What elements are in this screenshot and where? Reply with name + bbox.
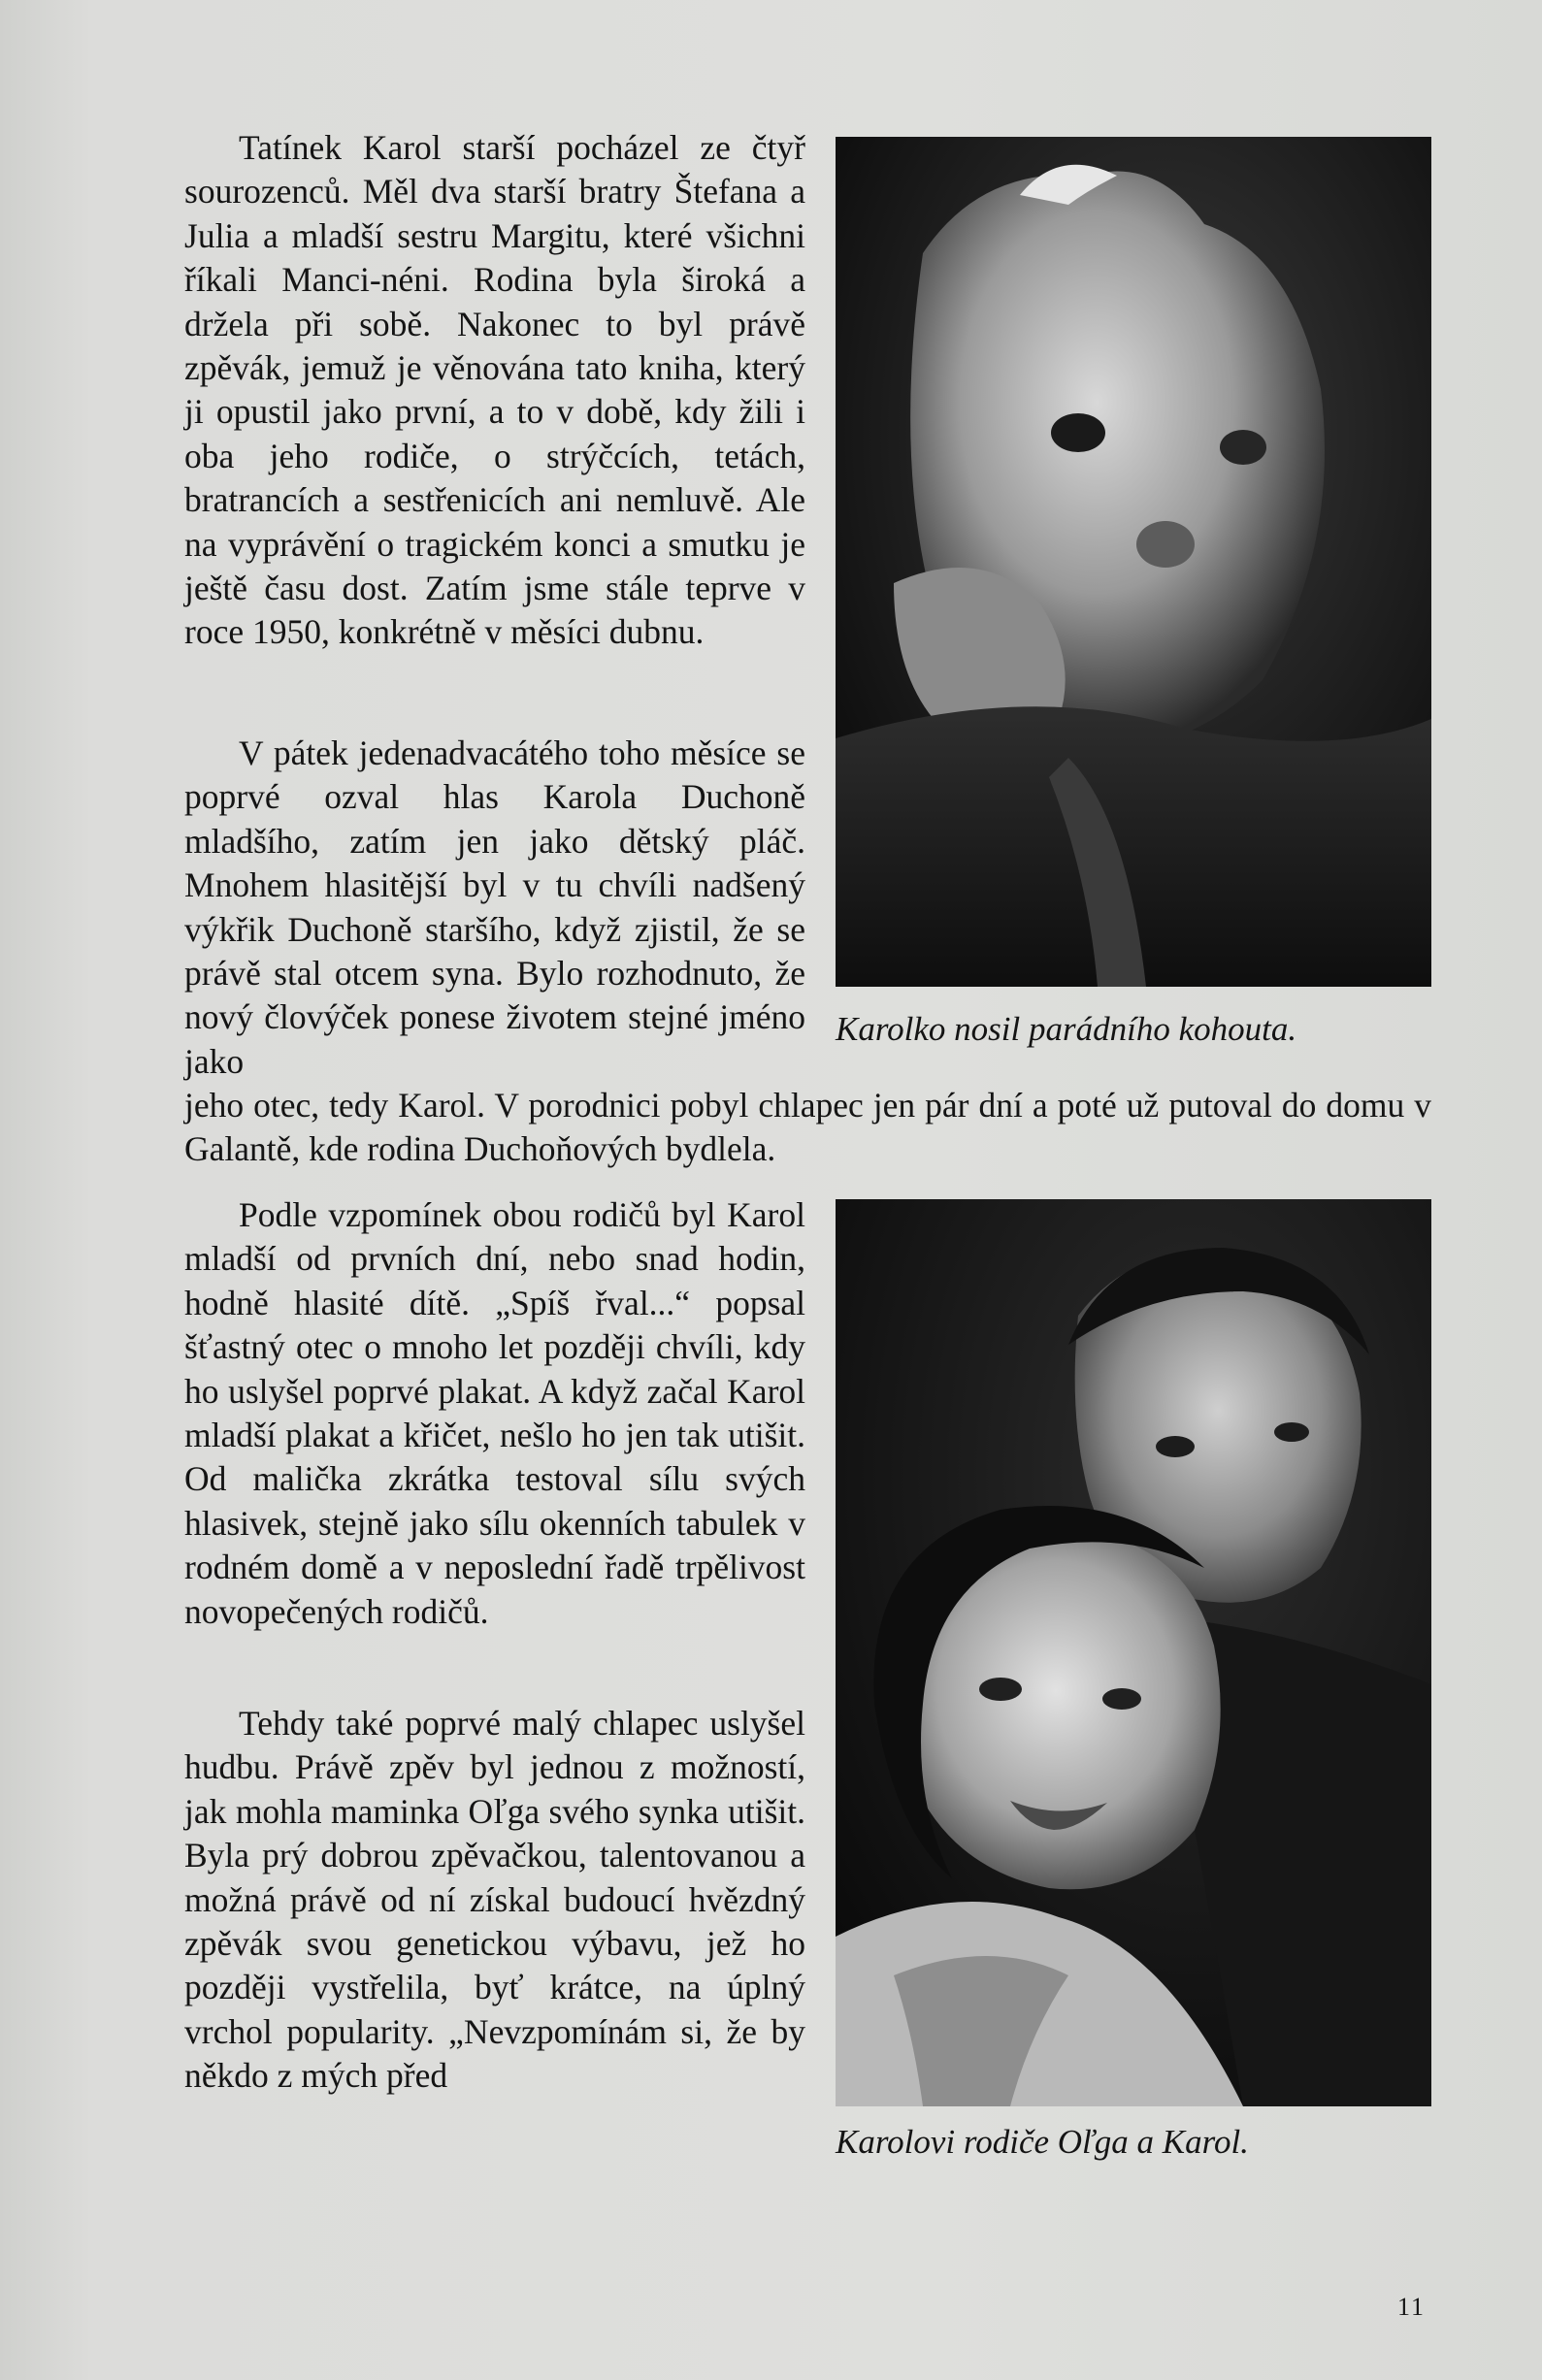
- page-number: 11: [1397, 2293, 1427, 2321]
- baby-photo: [836, 137, 1431, 987]
- baby-photo-caption: Karolko nosil parádního kohouta.: [836, 1010, 1297, 1048]
- paragraph-birth-continuation: jeho otec, tedy Karol. V porodnici pobyl chlapec jen pár dní a poté už putoval do domu v Galantě, kde rodina Duchoňových bydlela.: [184, 1086, 1431, 1169]
- paragraph-birth: V pátek jedenadvacátého toho měsíce se poprvé ozval hlas Karola Duchoně mladšího, zatím jen jako dětský pláč. Mnohem hlasitější byl v tu chvíli nadšený výkřik Duchoně staršího, když zjistil, že se právě stal otcem syna. Bylo rozhodnuto, že nový človýček ponese životem stejné jméno jako: [184, 734, 805, 1081]
- paragraph-music: Tehdy také poprvé malý chlapec uslyšel hudbu. Právě zpěv byl jednou z možností, jak mohla maminka Oľga svého synka utišit. Byla prý dobrou zpěvačkou, talentovanou a možná právě od ní získal budoucí hvězdný zpěvák svou genetickou výbavu, jež ho později vystřelila, byť krátce, na úplný vrchol popularity. „Nevzpomínám si, že by někdo z mých před: [184, 1704, 805, 2096]
- parents-photo: [836, 1199, 1431, 2106]
- parents-photo-caption: Karolovi rodiče Oľga a Karol.: [836, 2123, 1249, 2161]
- paragraph-father-siblings: Tatínek Karol starší pocházel ze čtyř sourozenců. Měl dva starší bratry Štefana a Julia a mladší sestru Margitu, které všichni říkali Manci-néni. Rodina byla široká a držela při sobě. Nakonec to byl právě zpěvák, jemuž je věnována tato kniha, který ji opustil jako první, a to v době, kdy žili i oba jeho rodiče, o strýčcích, tetách, bratrancích a sestřenicích ani nemluvě. Ale na vyprávění o tragickém konci a smutku je ještě času dost. Zatím jsme stále teprve v roce 1950, konkrétně v měsíci dubnu.: [184, 128, 805, 652]
- paragraph-loud-child: Podle vzpomínek obou rodičů byl Karol mladší od prvních dní, nebo snad hodin, hodně hlasité dítě. „Spíš řval...“ popsal šťastný otec o mnoho let později chvíli, kdy ho uslyšel poprvé plakat. A když začal Karol mladší plakat a křičet, nešlo ho jen tak utišit. Od malička zkrátka testoval sílu svých hlasivek, stejně jako sílu okenních tabulek v rodném domě a v neposlední řadě trpělivost novopečených rodičů.: [184, 1195, 805, 1631]
